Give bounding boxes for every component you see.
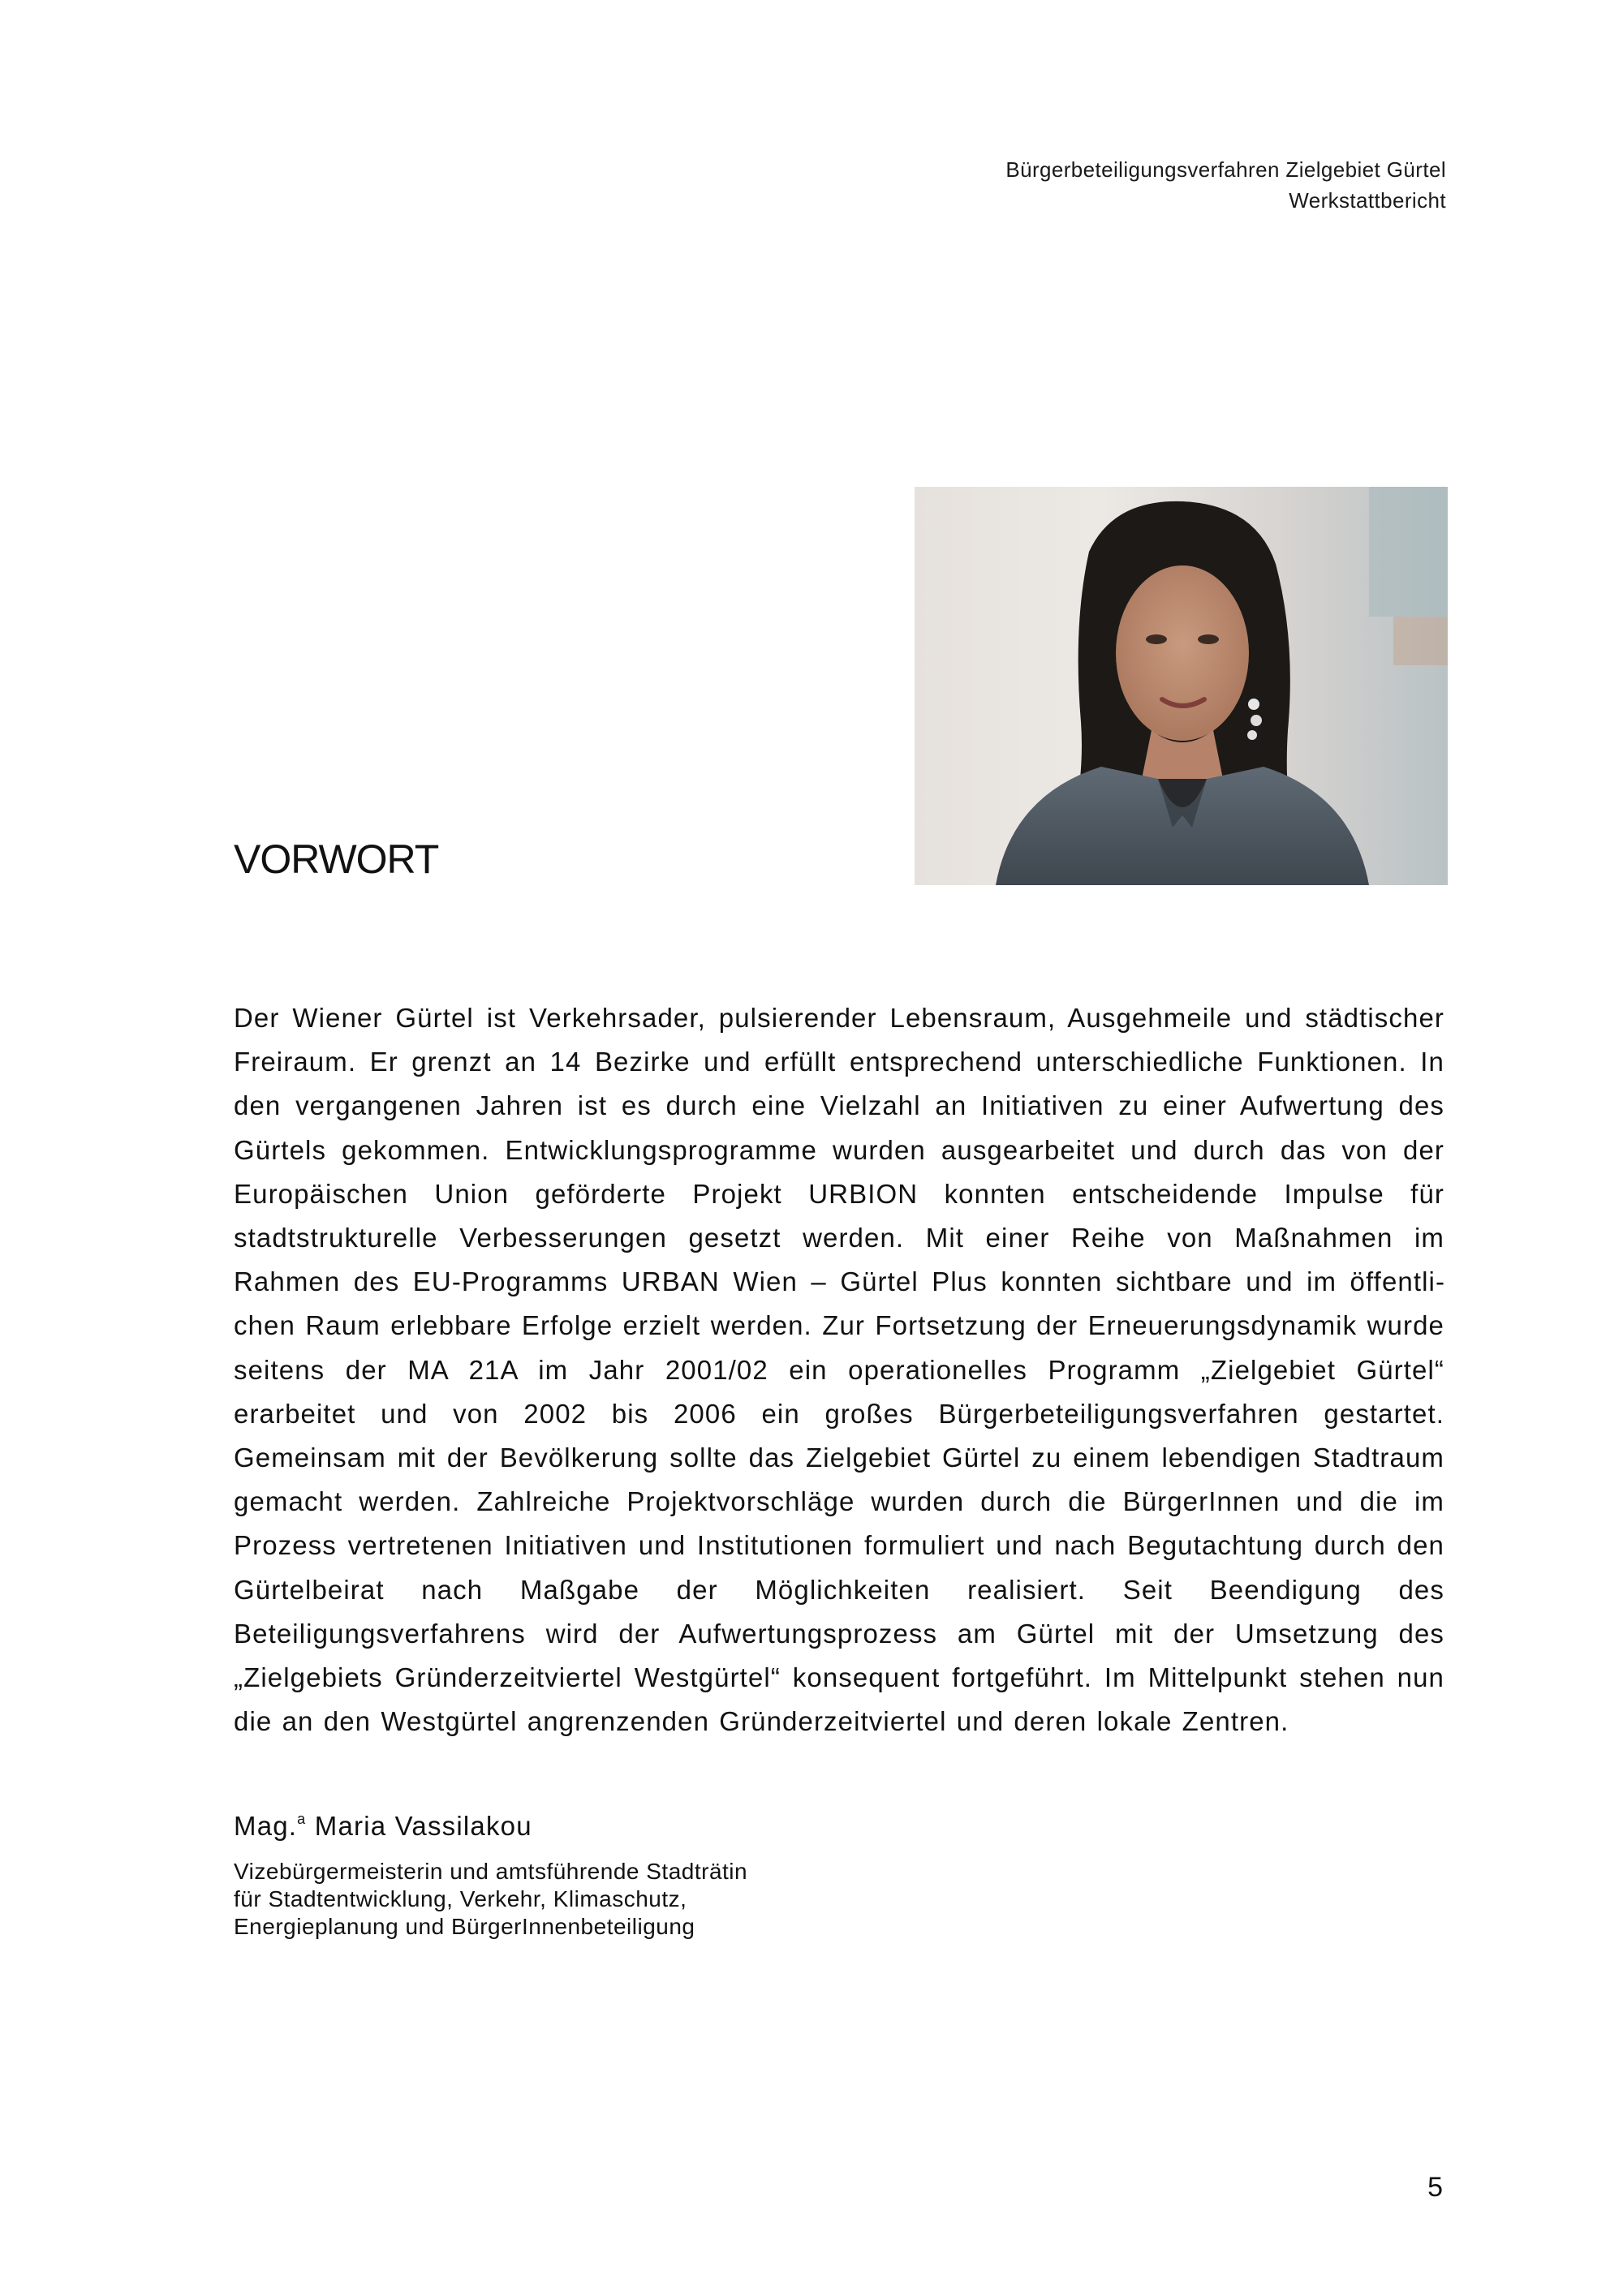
author-role [234,1858,747,1941]
running-header-subtitle: Werkstattbericht [1289,188,1446,213]
page-title: VORWORT [234,836,439,882]
running-header-title: Bürgerbeteiligungsverfahren Zielgebiet Gürtel [1005,157,1446,182]
running-header [1005,154,1446,216]
author-role-line: für Stadtentwicklung, Verkehr, Klimaschutz, [234,1886,687,1911]
foreword-body: Der Wiener Gürtel ist Verkehrsader, pulsierender Lebensraum, Ausgehmeile und städtischer Freiraum. Er grenzt an 14 Bezirke und erfüllt entsprechend unterschiedliche Funktionen. In den vergangenen Jahren ist es durch eine Vielzahl an Initiativen zu einer Aufwertung des Gürtels gekommen. Entwicklungsprogramme wurden ausgearbeitet und durch das von der Europäischen Union geförderte Projekt URBION konnten entscheidende Impulse für stadtstrukturelle Verbesserungen gesetzt werden. Mit einer Reihe von Maßnahmen im Rahmen des EU-Programms URBAN Wien – Gürtel Plus konnten sichtbare und im öffentlichen Raum erlebbare Erfolge erzielt werden. Zur Fortsetzung der Erneuerungsdynamik wurde seitens der MA 21A im Jahr 2001/02 ein operationelles Programm „Zielgebiet Gürtel“ erarbeitet und von 2002 bis 2006 ein großes Bürgerbeteiligungsverfahren gestartet. Gemeinsam mit der Bevölkerung sollte das Zielgebiet Gürtel zu einem lebendigen Stadtraum gemacht werden. Zahlreiche Projektvorschläge wurden durch die BürgerInnen und die im Prozess vertretenen Initiativen und Institutionen formuliert und nach Begutachtung durch den Gürtelbeirat nach Maßgabe der Möglichkeiten realisiert. Seit Beendigung des Beteiligungsverfahrens wird der Aufwertungsprozess am Gürtel mit der Umsetzung des „Zielgebiets Gründerzeitviertel Westgürtel“ konsequent fortgeführt. Im Mittelpunkt stehen nun die an den Westgürtel angrenzenden Gründerzeitviertel und deren lokale Zentren. [234,1003,1444,1737]
author-title-superscript: a [297,1811,307,1827]
page-number: 5 [1427,2172,1443,2203]
author-role-line: Vizebürgermeisterin und amtsführende Stadträtin [234,1859,748,1884]
portrait-photo [915,487,1448,885]
author-title-prefix: Mag. [234,1811,298,1841]
author-portrait [915,487,1448,885]
author-name [234,1811,532,1842]
author-role-line: Energieplanung und BürgerInnenbeteiligung [234,1914,695,1939]
author-full-name: Maria Vassilakou [314,1811,532,1841]
